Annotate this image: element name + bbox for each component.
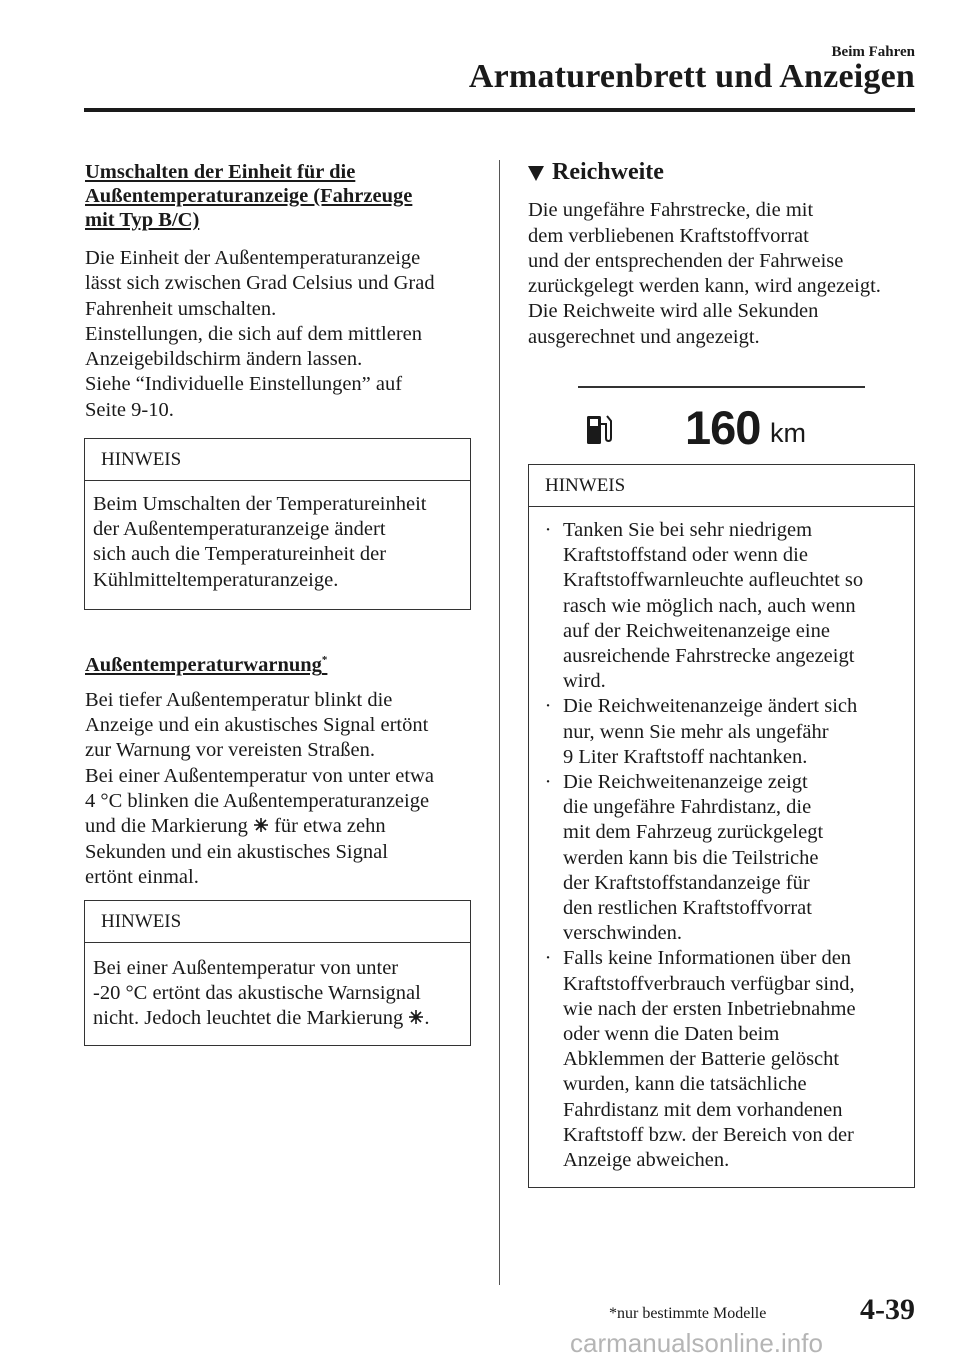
figure-rule [578, 386, 865, 388]
text-line: Abklemmen der Batterie gelöscht [563, 1048, 840, 1071]
text-line: auf der Reichweitenanzeige eine [563, 619, 830, 642]
text-line: verschwinden. [563, 922, 682, 945]
warning-heading [85, 648, 477, 677]
text-line: 4 °C blinken die Außentemperaturanzeige [85, 790, 430, 813]
note-bullet [533, 694, 908, 770]
warning-paragraph [85, 688, 477, 890]
fuel-pump-icon [585, 410, 613, 448]
bullet-text [563, 694, 908, 770]
triangle-bullet-icon [528, 166, 544, 181]
unit-switch-heading [85, 160, 477, 232]
heading-line: Umschalten der Einheit für die [85, 161, 356, 183]
text-line: Die Reichweitenanzeige zeigt [563, 771, 808, 794]
text-line: rasch wie möglich nach, auch wenn [563, 594, 856, 617]
note-label: HINWEIS [85, 901, 470, 943]
bullet-text [563, 518, 908, 694]
text-line: Falls keine Informationen über den [563, 947, 852, 970]
right-column [528, 160, 920, 350]
text-line: Sekunden und ein akustisches Signal [85, 840, 388, 863]
text-line: Kraftstoffwarnleuchte aufleuchtet so [563, 569, 864, 592]
text-line: Anzeigebildschirm ändern lassen. [85, 348, 363, 371]
text-line: Bei einer Außentemperatur von unter etwa [85, 764, 434, 787]
note-box-range [528, 464, 915, 1188]
text-line: mit dem Fahrzeug zurückgelegt [563, 821, 824, 844]
text-line: sich auch die Temperatureinheit der [93, 543, 387, 566]
snowflake-icon [253, 817, 269, 833]
note-text [85, 481, 470, 593]
note-bullet [533, 770, 908, 946]
bullet-dot: · [544, 771, 552, 794]
text-fragment: für etwa zehn [268, 815, 386, 838]
text-line: der Kraftstoffstandanzeige für [563, 871, 810, 894]
bullet-text [563, 770, 908, 946]
text-line: Bei einer Außentemperatur von unter [93, 957, 399, 979]
heading-line: Außentemperaturanzeige (Fahrzeuge [85, 185, 413, 207]
text-line: 9 Liter Kraftstoff nachtanken. [563, 745, 808, 768]
chapter-title: Armaturenbrett und Anzeigen [468, 58, 915, 95]
footnote: *nur bestimmte Modelle [609, 1305, 767, 1322]
text-line: werden kann bis die Teilstriche [563, 846, 819, 869]
text-line: -20 °C ertönt das akustische Warnsignal [93, 982, 421, 1005]
bullet-dot: · [544, 947, 552, 970]
text-line: Die ungefähre Fahrstrecke, die mit [528, 199, 814, 222]
text-line: Seite 9-10. [85, 398, 174, 421]
page-number: 4-39 [860, 1293, 915, 1326]
text-line: zur Warnung vor vereisten Straßen. [85, 739, 376, 762]
text-line: zurückgelegt werden kann, wird angezeigt. [528, 275, 881, 298]
range-unit: km [770, 418, 806, 448]
range-paragraph [528, 198, 920, 350]
heading-text: Außentemperaturwarnung [85, 653, 322, 676]
text-line [85, 814, 477, 839]
warning-section [85, 648, 477, 890]
range-display-figure [585, 400, 825, 460]
footnote-star: * [321, 654, 328, 666]
text-line: wird. [563, 670, 606, 693]
text-line: lässt sich zwischen Grad Celsius und Grad [85, 272, 435, 295]
text-fragment: nicht. Jedoch leuchtet die Markierung [93, 1007, 409, 1030]
text-line: ausgerechnet und angezeigt. [528, 325, 760, 348]
text-line: Die Reichweitenanzeige ändert sich [563, 695, 858, 718]
text-line: ertönt einmal. [85, 865, 199, 888]
left-column [85, 160, 477, 423]
text-line: oder wenn die Daten beim [563, 1023, 780, 1046]
text-line: und der entsprechenden der Fahrweise [528, 249, 844, 272]
text-line: Kraftstoffverbrauch verfügbar sind, [563, 972, 855, 995]
bullet-text [563, 946, 908, 1173]
text-fragment: . [424, 1007, 430, 1030]
text-line: Fahrenheit umschalten. [85, 297, 277, 320]
bullet-dot: · [544, 519, 552, 541]
section-label: Beim Fahren [831, 44, 915, 60]
text-line: den restlichen Kraftstoffvorrat [563, 897, 812, 920]
text-line: Siehe “Individuelle Einstellungen” auf [85, 373, 403, 396]
text-line: Anzeige abweichen. [563, 1149, 730, 1172]
text-line: Kraftstoffstand oder wenn die [563, 544, 808, 567]
note-box-warning-signal [84, 900, 471, 1046]
text-line: Kühlmitteltemperaturanzeige. [93, 568, 339, 591]
text-line: die ungefähre Fahrdistanz, die [563, 796, 812, 819]
unit-switch-paragraph [85, 246, 477, 423]
column-divider [499, 160, 500, 1285]
range-heading [528, 160, 920, 185]
snowflake-icon [408, 1009, 424, 1025]
range-value: 160 [685, 401, 761, 454]
note-bullet [533, 946, 908, 1173]
text-line: Einstellungen, die sich auf dem mittleren [85, 322, 423, 345]
note-box-temperature-unit [84, 438, 471, 610]
text-line: Die Reichweite wird alle Sekunden [528, 300, 819, 323]
text-line: ausreichende Fahrstrecke angezeigt [563, 645, 855, 668]
text-line: nur, wenn Sie mehr als ungefähr [563, 720, 829, 743]
text-line: wie nach der ersten Inbetriebnahme [563, 997, 856, 1020]
text-line: wurden, kann die tatsächliche [563, 1073, 807, 1096]
text-line: Bei tiefer Außentemperatur blinkt die [85, 688, 393, 711]
heading-text: Reichweite [552, 159, 664, 185]
note-label: HINWEIS [85, 439, 470, 481]
header-rule [84, 108, 915, 112]
text-line: dem verbliebenen Kraftstoffvorrat [528, 224, 809, 247]
heading-line: mit Typ B/C) [85, 209, 200, 231]
note-label: HINWEIS [529, 465, 914, 507]
text-line: der Außentemperaturanzeige ändert [93, 518, 386, 541]
bullet-dot: · [544, 695, 552, 718]
text-line: Fahrdistanz mit dem vorhandenen [563, 1098, 843, 1121]
text-line: Anzeige und ein akustisches Signal ertönt [85, 714, 429, 737]
note-bullet [533, 518, 908, 694]
text-line: Die Einheit der Außentemperaturanzeige [85, 247, 421, 269]
note-text [85, 943, 470, 1032]
text-line [93, 1006, 462, 1031]
text-line: Tanken Sie bei sehr niedrigem [563, 519, 813, 541]
text-fragment: und die Markierung [85, 815, 253, 838]
watermark[interactable]: carmanualsonline.info [570, 1328, 823, 1358]
text-line: Kraftstoff bzw. der Bereich von der [563, 1123, 854, 1146]
text-line: Beim Umschalten der Temperatureinheit [93, 493, 427, 515]
note-bullets [529, 507, 914, 1173]
